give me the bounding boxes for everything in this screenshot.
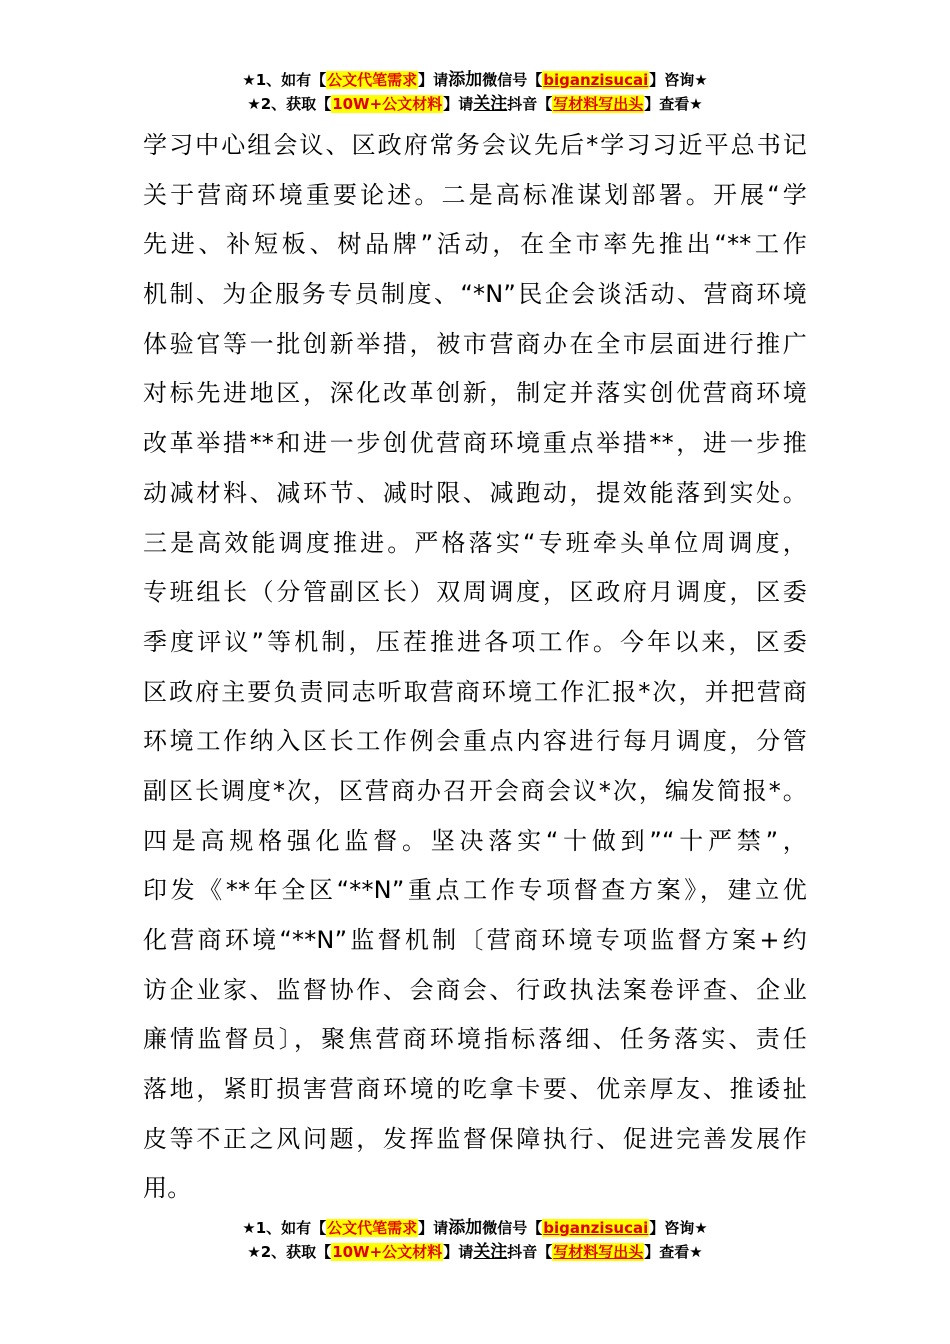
wechat-id-link[interactable]: biganzisucai [543,71,649,89]
body-line-last: 用。 [143,1174,192,1203]
banner-line-1-emph: 添加 [448,70,483,90]
body-line: 副区长调度*次，区营商办召开会商会议*次，编发简报*。 [143,776,807,805]
banner-line-1-mid2: 微信号【 [482,71,543,89]
banner-line-1 [0,68,950,92]
body-line: 三是高效能调度推进。严格落实“专班牵头单位周调度， [143,528,807,557]
banner-line-2-suffix: 】查看★ [644,95,703,113]
body-line: 廉情监督员〕，聚焦营商环境指标落细、任务落实、责任 [143,1025,807,1054]
body-line: 机制、为企服务专员制度、“*N”民企会谈活动、营商环境 [143,280,807,309]
banner-line-2-prefix: ★2、获取【 [247,95,332,113]
footer-wechat-id-link[interactable]: biganzisucai [543,1219,649,1237]
body-line: 体验官等一批创新举措，被市营商办在全市层面进行推广 [143,329,807,358]
materials-highlight: 10W+公文材料 [332,95,443,113]
body-line: 先进、补短板、树品牌”活动，在全市率先推出“**工作 [143,230,807,259]
footer-line-2-prefix: ★2、获取【 [247,1243,332,1261]
body-line: 皮等不正之风问题，发挥监督保障执行、促进完善发展作 [143,1124,807,1153]
footer-line-1 [0,1216,950,1240]
banner-line-1-mid1: 】请 [418,71,449,89]
footer-line-2-emph: 关注 [473,1242,508,1262]
header-banner [0,68,950,116]
body-line: 四是高规格强化监督。坚决落实“十做到”“十严禁”， [143,826,807,855]
body-line: 改革举措**和进一步创优营商环境重点举措**，进一步推 [143,429,807,458]
footer-materials-highlight: 10W+公文材料 [332,1243,443,1261]
banner-line-1-suffix: 】咨询★ [649,71,708,89]
footer-line-1-mid2: 微信号【 [482,1219,543,1237]
footer-line-1-emph: 添加 [448,1218,483,1238]
body-line: 区政府主要负责同志听取营商环境工作汇报*次，并把营商 [143,677,807,706]
body-line: 访企业家、监督协作、会商会、行政执法案卷评查、企业 [143,975,807,1004]
body-line: 印发《**年全区“**N”重点工作专项督查方案》，建立优 [143,876,807,905]
banner-line-2-mid1: 】请 [443,95,474,113]
document-body [143,121,807,1214]
body-line: 季度评议”等机制，压茬推进各项工作。今年以来，区委 [143,627,807,656]
body-line: 对标先进地区，深化改革创新，制定并落实创优营商环境 [143,379,807,408]
footer-line-1-mid1: 】请 [418,1219,449,1237]
body-line: 动减材料、减环节、减时限、减跑动，提效能落到实处。 [143,478,807,507]
body-line: 学习中心组会议、区政府常务会议先后*学习习近平总书记 [143,131,807,159]
footer-line-1-prefix: ★1、如有【 [242,1219,327,1237]
banner-line-1-prefix: ★1、如有【 [242,71,327,89]
footer-banner [0,1216,950,1264]
body-line: 专班组长（分管副区长）双周调度，区政府月调度，区委 [143,578,807,607]
body-line: 落地，紧盯损害营商环境的吃拿卡要、优亲厚友、推诿扯 [143,1075,807,1104]
footer-line-1-suffix: 】咨询★ [649,1219,708,1237]
footer-line-2 [0,1240,950,1264]
banner-line-2-mid2: 抖音【 [507,95,553,113]
banner-line-2-emph: 关注 [473,94,508,114]
footer-line-2-mid2: 抖音【 [507,1243,553,1261]
footer-line-2-mid1: 】请 [443,1243,474,1261]
footer-writing-service-highlight: 公文代笔需求 [327,1219,418,1237]
douyin-account-link[interactable]: 写材料写出头 [553,95,644,113]
footer-douyin-account-link[interactable]: 写材料写出头 [553,1243,644,1261]
body-line: 关于营商环境重要论述。二是高标准谋划部署。开展“学 [143,180,807,209]
writing-service-highlight: 公文代笔需求 [327,71,418,89]
body-line: 化营商环境“**N”监督机制〔营商环境专项监督方案+约 [143,926,807,954]
body-line: 环境工作纳入区长工作例会重点内容进行每月调度，分管 [143,727,807,756]
banner-line-2 [0,92,950,116]
footer-line-2-suffix: 】查看★ [644,1243,703,1261]
